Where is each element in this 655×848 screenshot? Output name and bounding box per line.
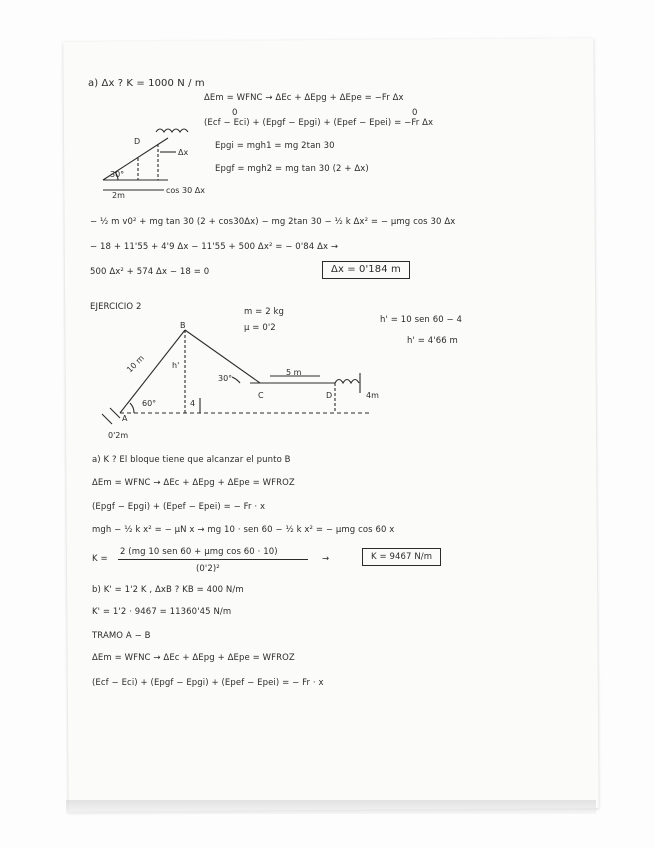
part-a-eq3: Epgi = mgh1 = mg 2tan 30 [215, 141, 335, 151]
fig2-angle-c: 30° [218, 374, 233, 383]
part-a-eq2: (Ecf − Eci) + (Epgf − Epgi) + (Epef − Epei) = −Fr Δx [204, 118, 434, 128]
ex2-part-a-k-lhs: K = [92, 554, 108, 564]
track-figure [90, 318, 390, 443]
incline-figure [98, 110, 208, 200]
h-prime-eq2: h' = 4'66 m [407, 336, 458, 346]
part-a-line7: 500 Δx² + 574 Δx − 18 = 0 [90, 267, 210, 277]
ex2-part-a-result: K = 9467 N/m [362, 548, 441, 566]
fig2-h-right: 4m [366, 391, 379, 400]
fig1-angle: 30° [110, 170, 125, 179]
ex2-part-b-eq2: (Ecf − Eci) + (Epgf − Epgi) + (Epef − Epei) = − Fr · x [92, 678, 324, 688]
ex2-part-a-eq2: (Epgf − Epgi) + (Epef − Epei) = − Fr · x [92, 502, 266, 512]
given-mu: μ = 0'2 [244, 323, 276, 333]
fig2-point-a: A [122, 414, 128, 423]
fig2-angle-a: 60° [142, 399, 157, 408]
given-mass: m = 2 kg [244, 307, 285, 317]
exercise2-heading: EJERCICIO 2 [90, 302, 142, 312]
ex2-part-a-question: a) K ? El bloque tiene que alcanzar el punto B [92, 455, 291, 465]
ex2-part-a-k-num: 2 (mg 10 sen 60 + μmg cos 60 · 10) [120, 547, 278, 557]
ex2-part-b-line2: K' = 1'2 · 9467 = 11360'45 N/m [92, 607, 232, 617]
fig1-dx: Δx [178, 148, 189, 157]
ex2-part-a-eq3: mgh − ½ k x² = − μN x → mg 10 · sen 60 − ½ k x² = − μmg cos 60 x [92, 525, 395, 535]
paper-edge-shadow [66, 800, 596, 814]
fig2-point-b: B [180, 321, 186, 330]
fig1-base: 2m [112, 191, 125, 200]
ex2-part-a-k-den: (0'2)² [196, 564, 220, 574]
fraction-bar [118, 559, 308, 560]
fig2-h4: 4 [190, 399, 196, 408]
ex2-part-b-line1: b) K' = 1'2 K , ΔxB ? KB = 400 N/m [92, 585, 244, 595]
fig2-len-cd: 5 m [286, 368, 302, 377]
spring-icon [156, 129, 188, 132]
part-a-line5: − ½ m v0² + mg tan 30 (2 + cos30Δx) − mg 2tan 30 − ½ k Δx² = − μmg cos 30 Δx [90, 217, 456, 227]
part-a-line6: − 18 + 11'55 + 4'9 Δx − 11'55 + 500 Δx² = − 0'84 Δx → [90, 242, 339, 252]
fig1-cos: cos 30 Δx [166, 186, 205, 195]
part-a-title: a) Δx ? K = 1000 N / m [88, 78, 205, 89]
fig2-point-c: C [258, 391, 264, 400]
h-prime-eq1: h' = 10 sen 60 − 4 [380, 315, 463, 325]
fig2-spring-len: 0'2m [108, 431, 129, 440]
fig2-point-d: D [326, 391, 333, 400]
ex2-part-b-eq1: ΔEm = WFNC → ΔEc + ΔEpg + ΔEpe = WFROZ [92, 653, 295, 663]
part-a-result: Δx = 0'184 m [322, 261, 410, 279]
arrow-to-result: → [322, 554, 330, 564]
fig1-point-d: D [134, 137, 141, 146]
part-a-eq4: Epgf = mgh2 = mg tan 30 (2 + Δx) [215, 164, 369, 174]
ex2-tramo-heading: TRAMO A − B [92, 631, 151, 641]
zero-mark-2: 0 [412, 108, 418, 118]
ex2-part-a-eq1: ΔEm = WFNC → ΔEc + ΔEpg + ΔEpe = WFROZ [92, 478, 295, 488]
zero-mark-1: 0 [232, 108, 238, 118]
fig2-len-ab: 10 m [125, 353, 146, 375]
spring2-icon [335, 380, 359, 384]
part-a-eq1: ΔEm = WFNC → ΔEc + ΔEpg + ΔEpe = −Fr Δx [204, 93, 404, 103]
fig2-h-prime: h' [172, 361, 180, 370]
